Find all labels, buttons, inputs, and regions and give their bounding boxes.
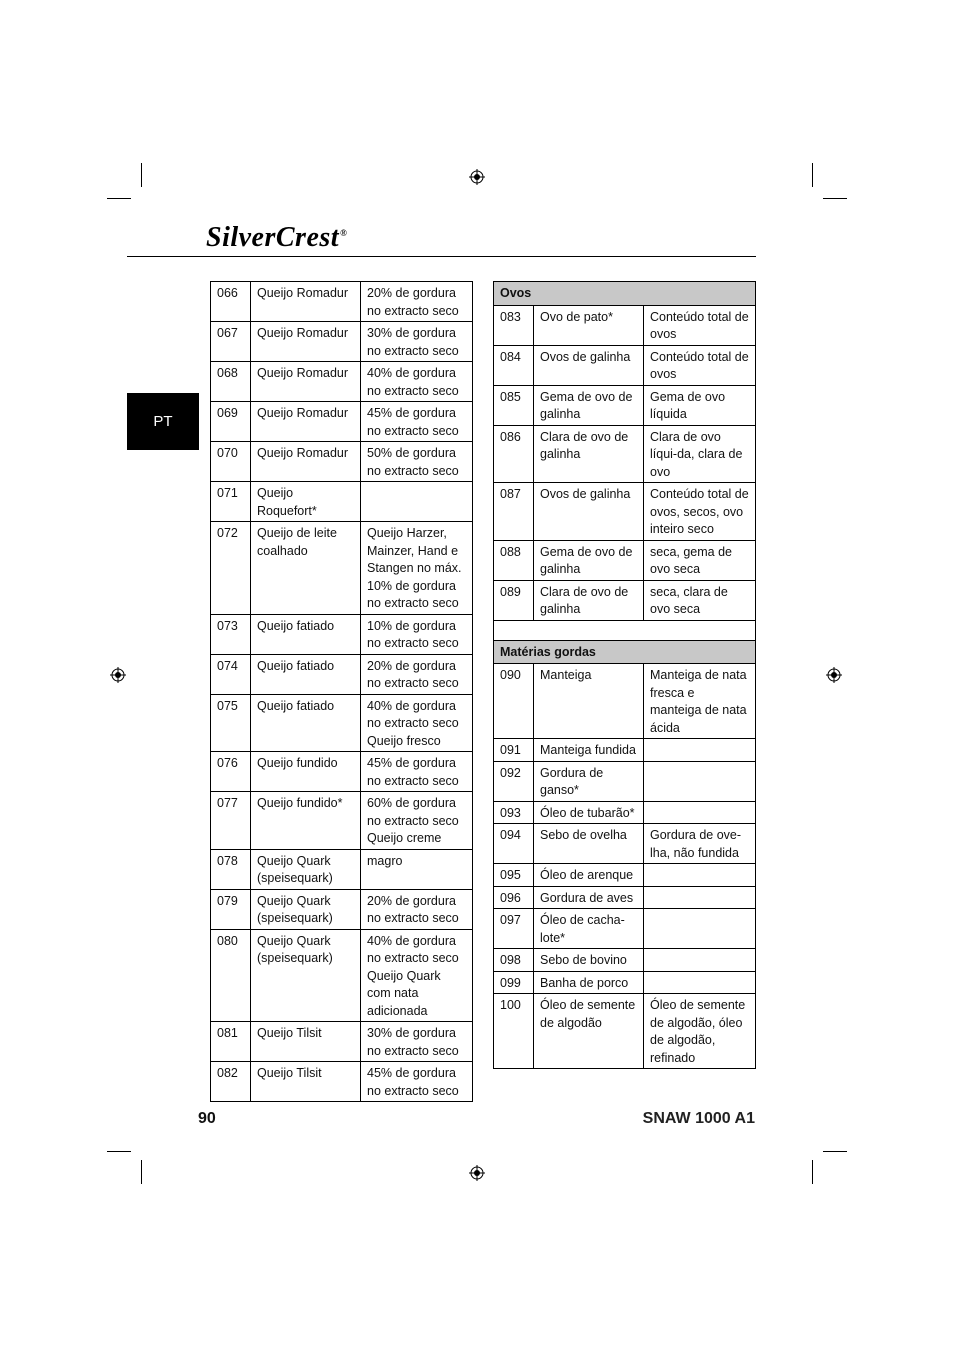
description-cell [644, 909, 756, 949]
food-name-cell: Clara de ovo de galinha [534, 425, 644, 483]
code-cell: 074 [211, 654, 251, 694]
food-name-cell: Queijo Quark (speisequark) [251, 929, 361, 1022]
code-cell: 096 [494, 886, 534, 909]
section-header-row [494, 640, 756, 664]
code-cell: 099 [494, 971, 534, 994]
table-row [211, 322, 473, 362]
description-cell: 30% de gordura no extracto seco [361, 322, 473, 362]
table-row [494, 739, 756, 762]
food-name-cell: Gordura de aves [534, 886, 644, 909]
food-name-cell: Óleo de arenque [534, 864, 644, 887]
code-cell: 070 [211, 442, 251, 482]
code-cell: 073 [211, 614, 251, 654]
silvercrest-logo [206, 222, 347, 254]
code-cell: 081 [211, 1022, 251, 1062]
food-name-cell: Clara de ovo de galinha [534, 580, 644, 620]
code-cell: 069 [211, 402, 251, 442]
code-cell: 090 [494, 664, 534, 739]
registration-mark-icon [826, 667, 842, 683]
registration-mark-icon [110, 667, 126, 683]
table-row [494, 824, 756, 864]
description-cell [361, 482, 473, 522]
food-name-cell: Queijo fundido [251, 752, 361, 792]
food-name-cell: Queijo Tilsit [251, 1022, 361, 1062]
table-row [494, 385, 756, 425]
description-cell: 50% de gordura no extracto seco [361, 442, 473, 482]
crop-mark [823, 198, 847, 199]
description-cell: 20% de gordura no extracto seco [361, 282, 473, 322]
table-row [494, 949, 756, 972]
crop-mark [141, 163, 142, 187]
description-cell [644, 864, 756, 887]
description-cell: 45% de gordura no extracto seco [361, 1062, 473, 1102]
table-row [494, 909, 756, 949]
code-cell: 076 [211, 752, 251, 792]
table-row [211, 482, 473, 522]
code-cell: 093 [494, 801, 534, 824]
food-name-cell: Gordura de ganso* [534, 761, 644, 801]
section-header-row [494, 282, 756, 306]
section-title-ovos: Ovos [494, 282, 756, 306]
table-row [494, 540, 756, 580]
food-name-cell: Queijo Roquefort* [251, 482, 361, 522]
description-cell [644, 801, 756, 824]
table-row [211, 282, 473, 322]
food-name-cell: Gema de ovo de galinha [534, 385, 644, 425]
description-cell: 45% de gordura no extracto seco [361, 752, 473, 792]
table-row [211, 614, 473, 654]
code-cell: 079 [211, 889, 251, 929]
registration-mark-icon [469, 1165, 485, 1181]
code-cell: 075 [211, 694, 251, 752]
food-name-cell: Queijo de leite coalhado [251, 522, 361, 615]
description-cell [644, 761, 756, 801]
food-name-cell: Queijo Quark (speisequark) [251, 889, 361, 929]
food-name-cell: Óleo de cacha-lote* [534, 909, 644, 949]
food-name-cell: Ovo de pato* [534, 305, 644, 345]
food-name-cell: Queijo Romadur [251, 282, 361, 322]
crop-mark [107, 1151, 131, 1152]
table-row [494, 425, 756, 483]
description-cell [644, 949, 756, 972]
description-cell: 20% de gordura no extracto seco [361, 654, 473, 694]
food-name-cell: Queijo Romadur [251, 442, 361, 482]
table-row [211, 1062, 473, 1102]
model-name: SNAW 1000 A1 [642, 1110, 755, 1127]
table-row [211, 849, 473, 889]
food-name-cell: Banha de porco [534, 971, 644, 994]
description-cell: 30% de gordura no extracto seco [361, 1022, 473, 1062]
code-cell: 094 [494, 824, 534, 864]
food-name-cell: Óleo de tubarão* [534, 801, 644, 824]
description-cell: 40% de gordura no extracto seco Queijo Quark com nata adicionada [361, 929, 473, 1022]
food-name-cell: Ovos de galinha [534, 345, 644, 385]
description-cell: Manteiga de nata fresca e manteiga de nata ácida [644, 664, 756, 739]
description-cell: seca, gema de ovo seca [644, 540, 756, 580]
food-name-cell: Sebo de bovino [534, 949, 644, 972]
food-name-cell: Queijo fatiado [251, 614, 361, 654]
table-row [211, 1022, 473, 1062]
crop-mark [107, 198, 131, 199]
description-cell: 40% de gordura no extracto seco Queijo fresco [361, 694, 473, 752]
code-cell: 068 [211, 362, 251, 402]
crop-mark [812, 163, 813, 187]
food-name-cell: Manteiga [534, 664, 644, 739]
table-row [211, 694, 473, 752]
description-cell: Gema de ovo líquida [644, 385, 756, 425]
code-cell: 084 [494, 345, 534, 385]
description-cell: 45% de gordura no extracto seco [361, 402, 473, 442]
crop-mark [823, 1151, 847, 1152]
registration-mark-icon [469, 169, 485, 185]
food-name-cell: Queijo Romadur [251, 362, 361, 402]
food-code-table-left [210, 281, 473, 1102]
food-name-cell: Queijo Romadur [251, 322, 361, 362]
food-name-cell: Queijo fatiado [251, 654, 361, 694]
description-cell: Óleo de semente de algodão, óleo de algodão, refinado [644, 994, 756, 1069]
code-cell: 067 [211, 322, 251, 362]
food-name-cell: Gema de ovo de galinha [534, 540, 644, 580]
table-row [211, 654, 473, 694]
food-name-cell: Ovos de galinha [534, 483, 644, 541]
description-cell: 40% de gordura no extracto seco [361, 362, 473, 402]
table-row [211, 402, 473, 442]
code-cell: 085 [494, 385, 534, 425]
code-cell: 097 [494, 909, 534, 949]
table-row [494, 864, 756, 887]
code-cell: 077 [211, 792, 251, 850]
description-cell: Conteúdo total de ovos [644, 305, 756, 345]
food-name-cell: Sebo de ovelha [534, 824, 644, 864]
code-cell: 086 [494, 425, 534, 483]
table-row [211, 362, 473, 402]
crop-mark [141, 1160, 142, 1184]
code-cell: 072 [211, 522, 251, 615]
code-cell: 089 [494, 580, 534, 620]
table-row [494, 483, 756, 541]
food-name-cell: Queijo Quark (speisequark) [251, 849, 361, 889]
crop-mark [812, 1160, 813, 1184]
food-name-cell: Queijo Romadur [251, 402, 361, 442]
section-title-gorduras: Matérias gordas [494, 640, 756, 664]
code-cell: 083 [494, 305, 534, 345]
table-row [211, 752, 473, 792]
description-cell: 20% de gordura no extracto seco [361, 889, 473, 929]
table-row [211, 522, 473, 615]
description-cell [644, 971, 756, 994]
table-row [494, 580, 756, 620]
table-row [211, 889, 473, 929]
code-cell: 092 [494, 761, 534, 801]
food-name-cell: Óleo de semente de algodão [534, 994, 644, 1069]
description-cell: Queijo Harzer, Mainzer, Hand e Stangen no máx. 10% de gordura no extracto seco [361, 522, 473, 615]
code-cell: 088 [494, 540, 534, 580]
code-cell: 071 [211, 482, 251, 522]
table-row [494, 305, 756, 345]
description-cell [644, 739, 756, 762]
code-cell: 082 [211, 1062, 251, 1102]
code-cell: 087 [494, 483, 534, 541]
description-cell: seca, clara de ovo seca [644, 580, 756, 620]
table-row [211, 929, 473, 1022]
table-row [494, 761, 756, 801]
code-cell: 095 [494, 864, 534, 887]
description-cell: 60% de gordura no extracto seco Queijo creme [361, 792, 473, 850]
registered-mark: ® [340, 227, 348, 238]
food-name-cell: Queijo fundido* [251, 792, 361, 850]
table-row [494, 971, 756, 994]
food-name-cell: Queijo Tilsit [251, 1062, 361, 1102]
logo-text: SilverCrest [206, 222, 340, 253]
description-cell: 10% de gordura no extracto seco [361, 614, 473, 654]
table-row [211, 442, 473, 482]
language-tab: PT [127, 393, 199, 450]
table-row [494, 345, 756, 385]
code-cell: 066 [211, 282, 251, 322]
description-cell: Conteúdo total de ovos [644, 345, 756, 385]
table-row [494, 664, 756, 739]
table-row [494, 994, 756, 1069]
code-cell: 098 [494, 949, 534, 972]
description-cell: Clara de ovo líqui-da, clara de ovo [644, 425, 756, 483]
description-cell: Gordura de ove-lha, não fundida [644, 824, 756, 864]
code-cell: 091 [494, 739, 534, 762]
code-cell: 078 [211, 849, 251, 889]
food-name-cell: Queijo fatiado [251, 694, 361, 752]
code-cell: 080 [211, 929, 251, 1022]
description-cell [644, 886, 756, 909]
code-cell: 100 [494, 994, 534, 1069]
table-row [494, 801, 756, 824]
description-cell: magro [361, 849, 473, 889]
page-number: 90 [198, 1110, 216, 1127]
food-code-table-right [493, 281, 756, 1069]
table-row [494, 886, 756, 909]
food-name-cell: Manteiga fundida [534, 739, 644, 762]
table-row [211, 792, 473, 850]
spacer-row [494, 620, 756, 640]
description-cell: Conteúdo total de ovos, secos, ovo inteiro seco [644, 483, 756, 541]
header-divider [127, 256, 756, 257]
